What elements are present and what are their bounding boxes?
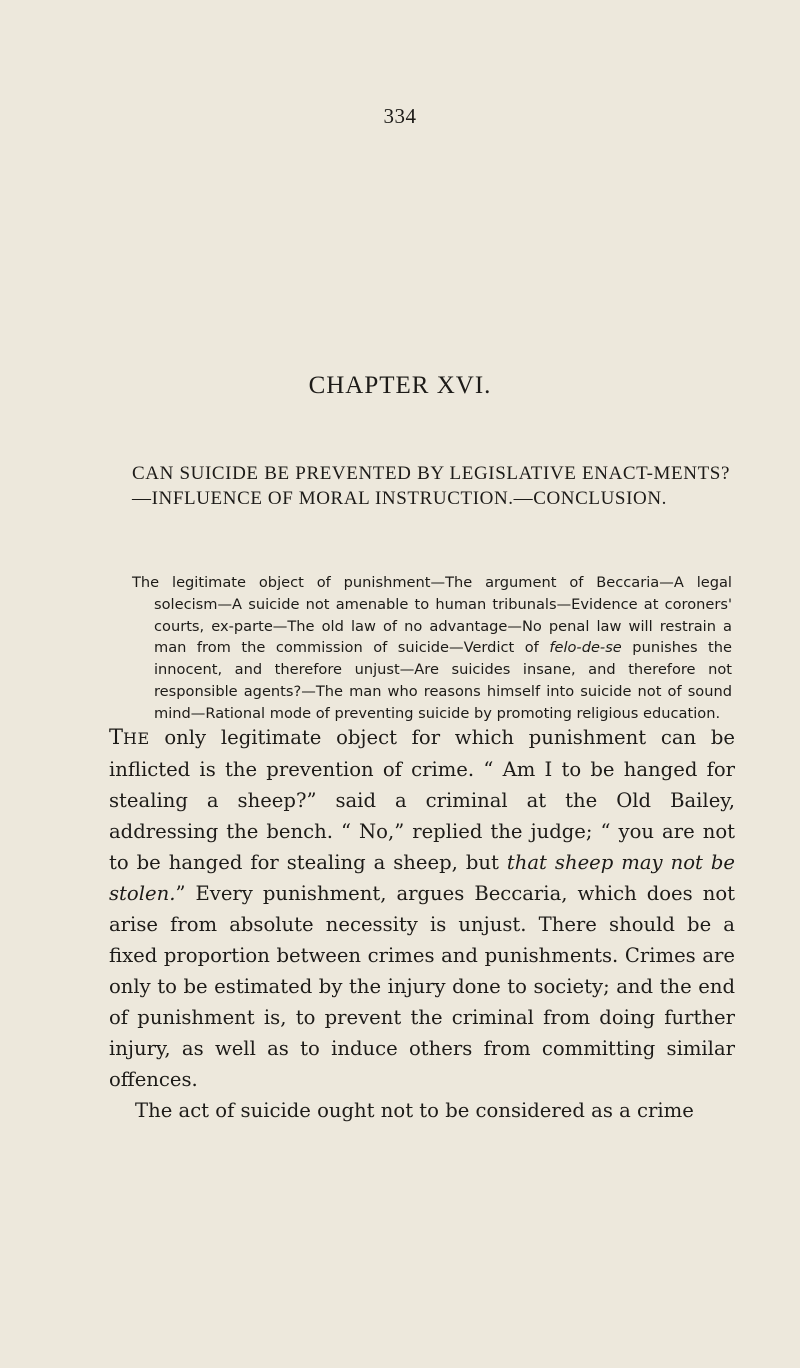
- opening-word: [109, 725, 150, 749]
- body-paragraph-1-italic: that sheep may not be stolen.: [109, 851, 735, 905]
- chapter-subject-heading: CAN SUICIDE BE PREVENTED BY LEGISLATIVE ENACT-MENTS?—INFLUENCE OF MORAL INSTRUCTION.—CONCLUSION.: [132, 463, 730, 509]
- body-paragraph-1-text-a: only legitimate object for which punishment can be inflicted is the prevention of crime. “ Am I to be hanged for stealing a sheep?” said a criminal at the Old Bailey, addressing the bench. “ No,” replied the judge; “ you are not to be hanged for stealing a sheep, but: [109, 726, 735, 874]
- synopsis-text-part2: punishes the innocent, and therefore unjust—Are suicides insane, and therefore not responsible agents?—The man who reasons himself into suicide not of sound mind—Rational mode of preventing suicide by promoting religious education.: [154, 639, 733, 722]
- body-paragraph-1: [109, 722, 735, 1095]
- opening-initial: T: [109, 725, 124, 749]
- page-number: 334: [383, 104, 417, 128]
- synopsis-paragraph: [132, 572, 732, 725]
- opening-small-caps: HE: [123, 729, 150, 748]
- synopsis-text-part1: The legitimate object of punishment—The argument of Beccaria—A legal solecism—A suicide not amenable to human tribunals—Evidence at coroners' courts, ex-parte—The old law of no advantage—No penal law will restrain a man from the commission of suicide—Verdict of: [132, 574, 732, 657]
- synopsis-italic-term: felo-de-se: [549, 639, 622, 657]
- body-paragraph-1-text-b: ” Every punishment, argues Beccaria, which does not arise from absolute necessity is unjust. There should be a fixed proportion between crimes and punishments. Crimes are only to be estimated by the injury done to society; and the end of punishment is, to prevent the criminal from doing further injury, as well as to induce others from committing similar offences.: [109, 882, 735, 1091]
- body-text: [109, 722, 735, 1126]
- chapter-synopsis: [132, 572, 732, 725]
- body-paragraph-2: The act of suicide ought not to be considered as a crime: [135, 1099, 694, 1122]
- chapter-title: CHAPTER XVI.: [308, 372, 492, 399]
